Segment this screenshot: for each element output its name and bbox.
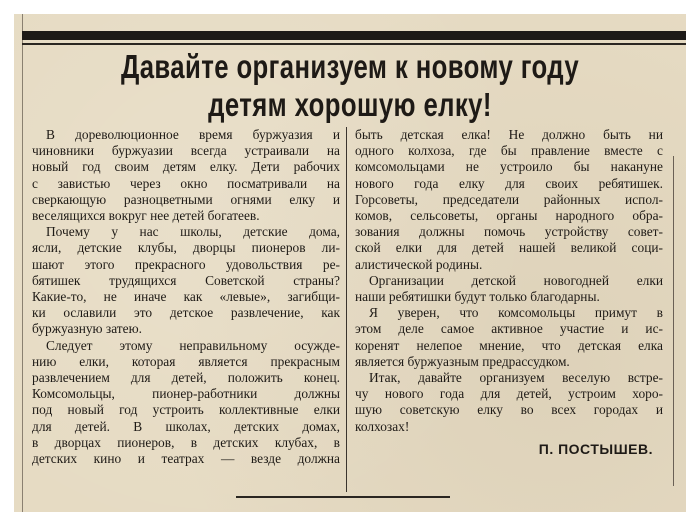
right-column [355, 127, 663, 457]
text-line: нию елки, которая является прекрасным [32, 353, 340, 369]
header-thin-rule [22, 43, 686, 45]
text-line: Я уверен, что комсомольцы примут в [369, 305, 663, 321]
text-line: ясли, детские клубы, дворцы пионеров ли- [32, 240, 340, 256]
text-line: Итак, давайте организуем веселую встре- [369, 370, 663, 386]
headline-line: детям хорошую елку! [208, 86, 492, 123]
bottom-rule [236, 496, 450, 498]
text-line: комов, сельсоветы, органы народного обра- [355, 208, 663, 224]
text-line: нового года елку для своих ребятишек. [355, 175, 663, 191]
column-divider [346, 127, 347, 492]
text-line: веселящихся вокруг нее детей богатеев. [32, 208, 260, 224]
text-line: этом деле самое активное участие и ис- [355, 321, 663, 337]
text-line: для детей. В школах, детских домах, [32, 418, 340, 434]
text-line: комсомольцами не устроило бы накануне [355, 159, 663, 175]
text-line: наши ребятишки будут только благодарны. [355, 289, 600, 305]
text-line: бятишек трудящихся Советской страны? [32, 272, 340, 288]
text-line: буржуазную затею. [32, 321, 142, 337]
text-line: Комсомольцы, пионер-работники должны [32, 386, 340, 402]
text-line: детских кино и театрах — везде должна [32, 451, 340, 467]
text-line: в дворцах пионеров, в детских клубах, в [32, 434, 340, 450]
text-line: под новый год устроить коллективные елки [32, 402, 340, 418]
text-line: новый год своим детям елку. Дети рабочих [32, 159, 340, 175]
text-line: чиновники буржуазии всегда устраивали на [32, 143, 340, 159]
text-line: Организации детской новогодней елки [369, 272, 663, 288]
text-line: Почему у нас школы, детские дома, [46, 224, 340, 240]
text-line: ки ославили это детское развлечение, как [32, 305, 340, 321]
text-line: с завистью через окно посматривали на [32, 175, 340, 191]
text-line: развлечением для детей, положить конец. [32, 370, 340, 386]
right-edge-rule [673, 156, 674, 486]
text-line: чу нового года для детей, устроим хоро- [355, 386, 663, 402]
text-line: шают этого прекрасного удовольствия ре- [32, 256, 340, 272]
clipping-left-border [22, 14, 23, 512]
text-line: ской елки для детей нашей великой соци- [355, 240, 663, 256]
text-line: является буржуазным предрассудком. [355, 353, 570, 369]
text-line: алистической родины. [355, 256, 483, 272]
article-headline [88, 48, 612, 124]
newspaper-clipping [14, 14, 686, 512]
text-line: коренят нелепое мнение, что детская елка [355, 337, 663, 353]
author-signature: П. ПОСТЫШЕВ. [538, 440, 653, 457]
text-line: одного колхоза, где бы правление вместе с [355, 143, 663, 159]
text-line: Горсоветы, председатели районных испол- [355, 191, 663, 207]
text-line: быть детская елка! Не должно быть ни [355, 127, 663, 142]
headline-line: Давайте организуем к новому году [120, 48, 580, 85]
header-thick-rule [22, 31, 686, 40]
text-line: зования должны помочь устройству совет- [355, 224, 663, 240]
text-line: сверкающую разноцветными огнями елку и [32, 191, 340, 207]
text-line: В дореволюционное время буржуазия и [46, 127, 340, 142]
text-line: Какие-то, не иначе как «левые», загибщи- [32, 289, 340, 305]
text-line: шую советскую елку во всех городах и [355, 402, 663, 418]
left-column [32, 127, 340, 467]
text-line: Следует этому неправильному осужде- [46, 337, 340, 353]
text-line: колхозах! [355, 418, 410, 434]
